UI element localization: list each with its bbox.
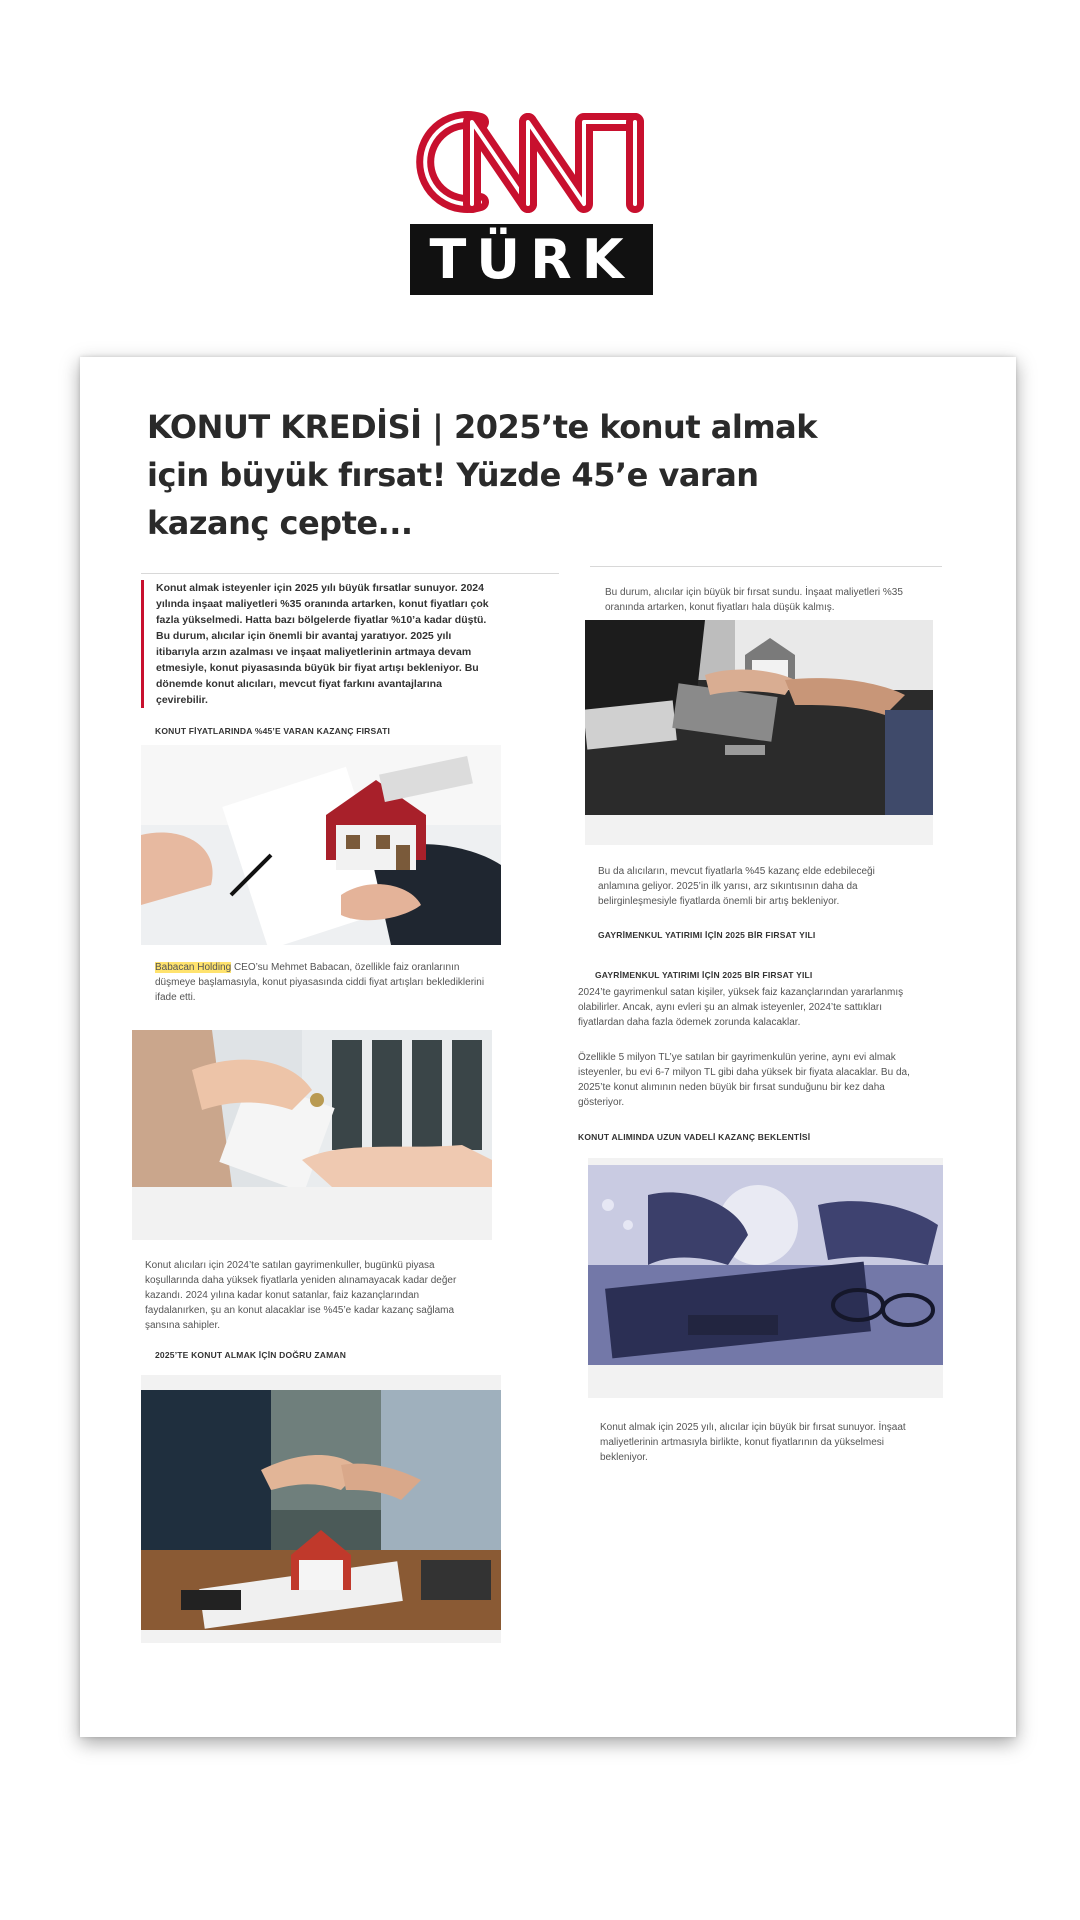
subheading-investment-a: GAYRİMENKUL YATIRIMI İÇİN 2025 BİR FIRSAT YILI [598,930,816,940]
house-model-image [141,745,501,945]
right-paragraph-conclusion: Konut almak için 2025 yılı, alıcılar için büyük bir fırsat sunuyor. İnşaat maliyetlerinin artmasıyla birlikte, konut fiyatlarının da yükselmesi bekleniyor. [600,1422,906,1463]
calculator-house-image [585,620,933,815]
paragraph-2024-sales: Konut alıcıları için 2024’te satılan gayrimenkuller, bugünkü piyasa koşullarında daha yüksek fiyatlarla yeniden alınamayacak kadar değer kazandı. 2024 yılına kadar konut satanlar, faiz kazançlarından faydalanırken, şu an konut alacaklar ise %45’e kadar kazanç sağlama şansına sahipler. [145,1260,457,1331]
turk-text: TÜRK [429,228,634,291]
divider-right [590,566,942,567]
keys-handover-image [132,1030,492,1187]
turk-wordmark [410,224,653,295]
article-headline: KONUT KREDİSİ | 2025’te konut almak için büyük fırsat! Yüzde 45’e varan kazanç cepte... [147,408,818,542]
subheading-price-gain: KONUT FİYATLARINDA %45’E VARAN KAZANÇ FIRSATI [155,726,391,736]
right-paragraph-opportunity: Bu durum, alıcılar için büyük bir fırsat sundu. İnşaat maliyetleri %35 oranında artarken, konut fiyatları hala düşük kalmış. [605,587,903,613]
right-paragraph-45-gain: Bu da alıcıların, mevcut fiyatlarla %45 kazanç elde edebileceği anlamına geliyor. 2025’in ilk yarısı, arz sıkıntısının daha da belirginleşmesiyle fiyatlarda önemli bir artış bekleniyor. [598,866,875,907]
cnn-turk-logo [410,100,653,295]
highlighted-company: Babacan Holding [155,962,232,973]
right-paragraph-2024-sellers: 2024’te gayrimenkul satan kişiler, yüksek faiz kazançlarından yararlanmış olabilirler. Ancak, aynı evleri şu an almak isteyenler, 2024’te sattıkları fiyatlardan daha fazla ödemek zorunda kalacaklar. [578,987,904,1028]
handshake-house-image [141,1390,501,1630]
divider-left [141,573,559,574]
paragraph-babacan [155,960,485,1005]
right-paragraph-price-example: Özellikle 5 milyon TL’ye satılan bir gayrimenkulün yerine, aynı evi almak isteyenler, bu evi 6-7 milyon TL gibi daha yüksek bir fiyata alacaklar. Bu da, 2025’te konut alımının neden büyük bir fırsat sunduğunu bir kez daha gösteriyor. [578,1052,910,1108]
laptop-analysis-image [588,1165,943,1365]
subheading-long-term: KONUT ALIMINDA UZUN VADELİ KAZANÇ BEKLENTİSİ [578,1132,811,1142]
subheading-right-time: 2025’TE KONUT ALMAK İÇİN DOĞRU ZAMAN [155,1350,347,1360]
subheading-investment-b: GAYRİMENKUL YATIRIMI İÇİN 2025 BİR FIRSAT YILI [595,970,813,980]
article-lead: Konut almak isteyenler için 2025 yılı büyük fırsatlar sunuyor. 2024 yılında inşaat maliyetleri %35 oranında artarken, konut fiyatları çok fazla yükselmedi. Hatta bazı bölgelerde fiyatlar %10’a kadar düştü. Bu durum, alıcılar için önemli bir avantaj yaratıyor. 2025 yılı itibarıyla arzın azalması ve inşaat maliyetlerinin artmaya devam etmesiyle, konut piyasasında büyük bir fiyat artışı bekleniyor. Bu dönemde konut alıcıları, mevcut fiyat farkını avantajlarına çevirebilir. [141,580,491,708]
cnn-logo-mark [410,100,653,224]
paragraph-babacan-text: CEO’su Mehmet Babacan, özellikle faiz oranlarının düşmeye başlamasıyla, konut piyasasında ciddi fiyat artışları beklediklerini ifade etti. [155,962,485,1003]
